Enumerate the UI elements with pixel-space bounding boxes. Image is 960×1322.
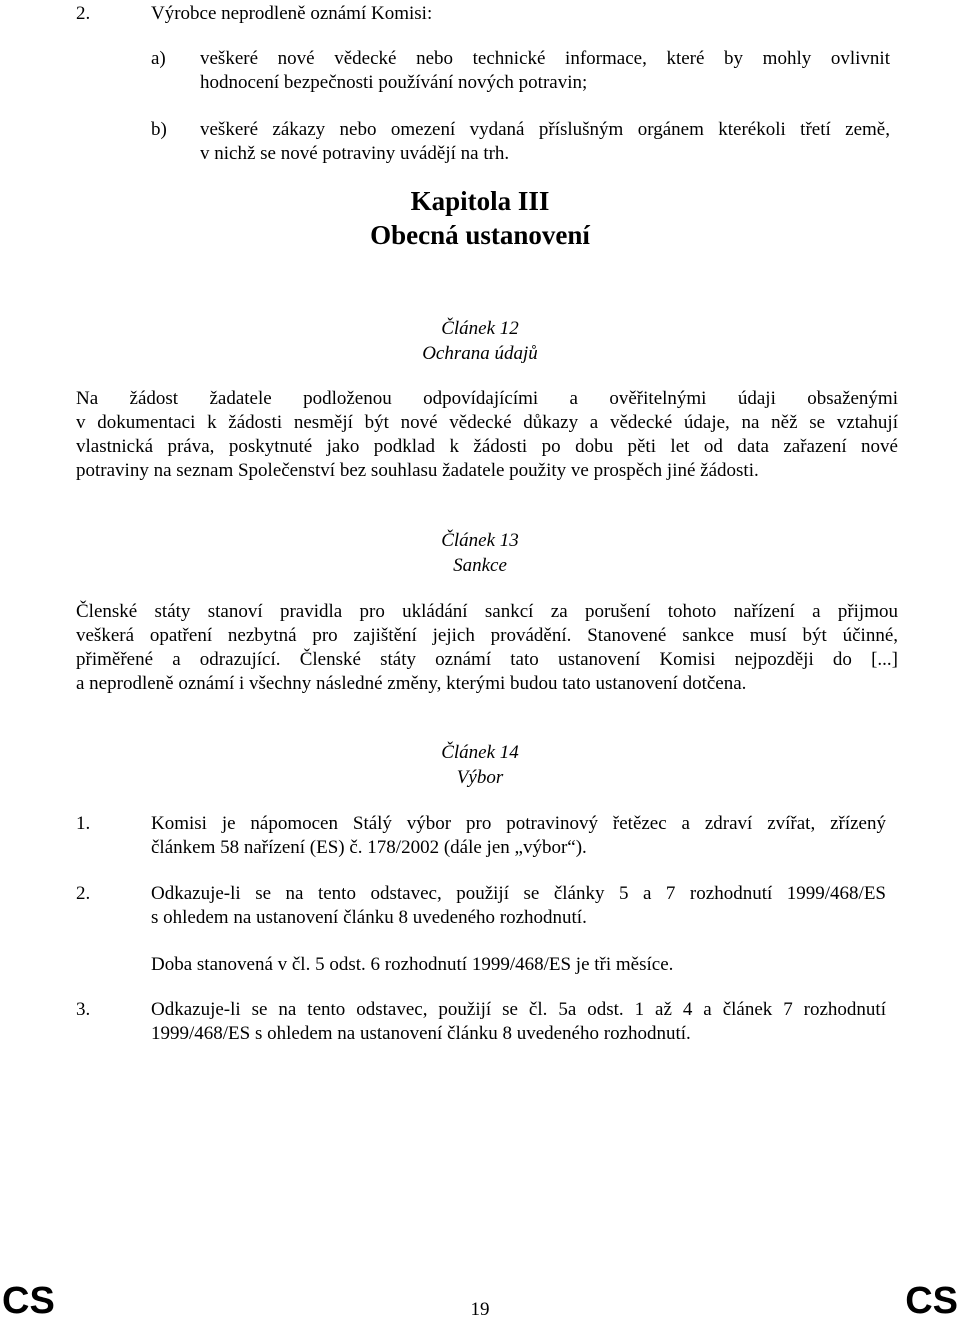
paragraph-line: a neprodleně oznámí i všechny následné změny, kterými budou tato ustanovení dotčena. (76, 673, 747, 694)
footer-language-code-left: CS (2, 1280, 55, 1322)
paragraph-line: vlastnická práva, poskytnuté jako podklad k žádosti po dobu pěti let od data zařazení nové (76, 436, 898, 457)
chapter-title: Kapitola III (410, 186, 550, 216)
article-title: Výbor (456, 767, 504, 788)
page-number: 19 (470, 1299, 490, 1320)
numbered-paragraph (151, 998, 886, 1046)
numbered-paragraph (151, 882, 886, 930)
item-letter: a) (151, 48, 166, 69)
item-line: veškeré zákazy nebo omezení vydaná příslušným orgánem kterékoli třetí země, (200, 119, 890, 140)
paragraph-extra (151, 953, 886, 977)
list-item (200, 118, 890, 166)
item-line: veškeré nové vědecké nebo technické informace, které by mohly ovlivnit (200, 48, 890, 69)
paragraph-line: Odkazuje-li se na tento odstavec, použijí se čl. 5a odst. 1 až 4 a článek 7 rozhodnutí (151, 999, 886, 1020)
paragraph-line: Doba stanovená v čl. 5 odst. 6 rozhodnutí 1999/468/ES je tři měsíce. (151, 954, 674, 975)
paragraph-line: 1999/468/ES s ohledem na ustanovení článku 8 uvedeného rozhodnutí. (151, 1023, 691, 1044)
paragraph-line: v dokumentaci k žádosti nesmějí být nové vědecké důkazy a vědecké údaje, na něž se vztahují (76, 412, 898, 433)
paragraph-line: veškerá opatření nezbytná pro zajištění jejich provádění. Stanovené sankce musí být účinné, (76, 625, 898, 646)
item-letter: b) (151, 119, 167, 140)
numbered-paragraph (151, 812, 886, 860)
paragraph-line: Na žádost žadatele podloženou odpovídajícími a ověřitelnými údaji obsaženými (76, 388, 898, 409)
paragraph-line: článkem 58 nařízení (ES) č. 178/2002 (dále jen „výbor“). (151, 837, 587, 858)
item-line: hodnocení bezpečnosti používání nových potravin; (200, 72, 588, 93)
article-heading: Článek 12 (441, 318, 519, 339)
article-13-paragraph (76, 600, 898, 696)
paragraph-line: potraviny na seznam Společenství bez souhlasu žadatele použity ve prospěch jiné žádosti. (76, 460, 759, 481)
section-number: 2. (76, 3, 91, 24)
paragraph-line: přiměřené a odrazující. Členské státy oznámí tato ustanovení Komisi nejpozději do [...] (76, 649, 898, 670)
article-heading: Článek 14 (441, 742, 519, 763)
paragraph-number: 2. (76, 883, 91, 904)
paragraph-number: 3. (76, 999, 91, 1020)
article-title: Sankce (453, 555, 507, 576)
paragraph-line: Odkazuje-li se na tento odstavec, použijí se články 5 a 7 rozhodnutí 1999/468/ES (151, 883, 886, 904)
paragraph-number: 1. (76, 813, 91, 834)
paragraph-line: Komisi je nápomocen Stálý výbor pro potravinový řetězec a zdraví zvířat, zřízený (151, 813, 886, 834)
list-item (200, 47, 890, 95)
article-heading: Článek 13 (441, 530, 519, 551)
item-line: v nichž se nové potraviny uvádějí na trh. (200, 143, 510, 164)
article-title: Ochrana údajů (422, 343, 538, 364)
paragraph-line: s ohledem na ustanovení článku 8 uvedeného rozhodnutí. (151, 907, 587, 928)
article-12-paragraph (76, 387, 898, 483)
footer-language-code-right: CS (905, 1280, 958, 1322)
chapter-subtitle: Obecná ustanovení (370, 220, 590, 250)
paragraph-line: Členské státy stanoví pravidla pro ukládání sankcí za porušení tohoto nařízení a přijmou (76, 601, 898, 622)
section-text: Výrobce neprodleně oznámí Komisi: (151, 3, 433, 24)
